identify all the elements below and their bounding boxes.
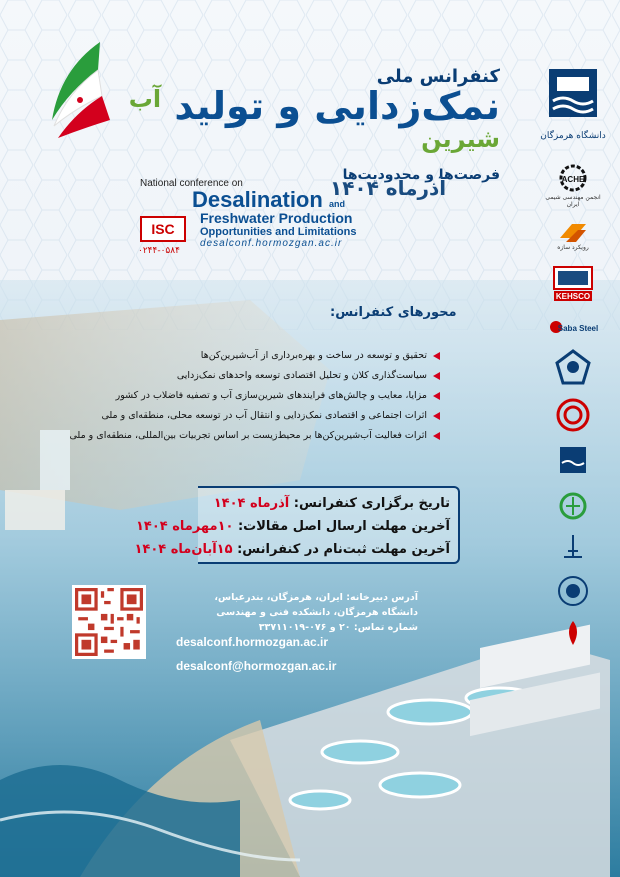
date-paper-value: ۱۰مهرماه ۱۴۰۴ [135, 519, 234, 534]
sponsor-park [543, 491, 603, 521]
topic-text: سیاست‌گذاری کلان و تحلیل اقتصادی توسعه واحدهای نمک‌زدایی [176, 370, 427, 381]
contact-links [176, 630, 336, 678]
title-main: نمک‌زدایی و تولید [174, 84, 500, 128]
university-emblem-icon [547, 67, 599, 127]
phone: شماره تماس: ۲۰ و ۰۷۶-۳۳۷۱۱۰۱۹ [258, 622, 418, 633]
topics-list [60, 346, 440, 446]
title-green: آب شیرین [128, 85, 500, 153]
date-paper [135, 515, 450, 538]
park-emblem-icon [558, 491, 588, 521]
ache-caption: انجمن مهندسی شیمی ایران [545, 194, 601, 208]
email-row[interactable] [176, 654, 336, 678]
saba-steel-text: Saba Steel [557, 324, 598, 333]
marine-emblem-icon [558, 533, 588, 563]
bullet-icon [433, 412, 440, 420]
isc-logo: ISC [140, 216, 186, 242]
ache-text: ACHE [561, 175, 585, 184]
saba-steel-icon [548, 317, 598, 337]
bullet-icon [433, 432, 440, 440]
jahad-emblem-icon [557, 575, 589, 607]
isc-code: ۰۲۴۴-۰۵۸۴ [138, 246, 180, 256]
topic-text: اثرات فعالیت آب‌شیرین‌کن‌ها بر محیط‌زیست بر اساس تجربیات بین‌المللی، منطقه‌ای و ملی [69, 430, 427, 441]
sponsor-council [543, 619, 603, 649]
topics-header: محورهای کنفرانس: [330, 305, 457, 320]
rooykard-caption: رویکرد سازه [557, 244, 589, 251]
website-link[interactable]: desalconf.hormozgan.ac.ir [176, 635, 329, 649]
english-desalination [140, 189, 410, 211]
contact-block [196, 590, 418, 635]
university-logo [536, 58, 610, 150]
important-dates [134, 486, 460, 564]
english-url[interactable]: desalconf.hormozgan.ac.ir [200, 237, 343, 249]
address-line-2: دانشگاه هرمزگان، دانشکده فنی و مهندسی [216, 607, 418, 618]
conference-subtitle: فرصت‌ها و محدودیت‌ها [342, 166, 500, 183]
qr-code[interactable] [72, 585, 146, 659]
english-opportunities: Opportunities and Limitations [200, 225, 357, 238]
date-held-label: تاریخ برگزاری کنفرانس: [293, 496, 450, 511]
english-and: and [328, 199, 345, 209]
ache-icon [556, 164, 590, 194]
rooykard-icon [556, 220, 590, 244]
website-row[interactable] [176, 630, 336, 654]
english-freshwater: Freshwater Production [200, 210, 353, 226]
email-link[interactable]: desalconf@hormozgan.ac.ir [176, 659, 337, 673]
sponsor-rooykard [543, 220, 603, 251]
address-line-1: آدرس دبیرخانه: ایران، هرمزگان، بندرعباس، [214, 592, 418, 603]
topic-item [60, 406, 440, 426]
topic-item [60, 386, 440, 406]
topic-item [60, 346, 440, 366]
flag-ribbon [40, 40, 120, 140]
date-held [198, 492, 450, 515]
sponsor-kehsco [543, 263, 603, 305]
sponsor-copper [543, 397, 603, 433]
topic-item [60, 426, 440, 446]
university-caption: دانشگاه هرمزگان [540, 131, 606, 141]
bullet-icon [433, 392, 440, 400]
sponsor-uni2 [543, 349, 603, 385]
date-paper-label: آخرین مهلت ارسال اصل مقالات: [237, 519, 450, 534]
topic-text: اثرات اجتماعی و اقتصادی نمک‌زدایی و انتقال آب در توسعه محلی، منطقه‌ای و ملی [101, 410, 427, 421]
conference-label: کنفرانس ملی [376, 66, 500, 87]
uni2-emblem-icon [553, 349, 593, 385]
sponsor-saba-steel [543, 317, 603, 337]
council-emblem-icon [559, 619, 587, 649]
uni3-emblem-icon [558, 445, 588, 479]
copper-emblem-icon [555, 397, 591, 433]
date-reg-label: آخرین مهلت ثبت‌نام در کنفرانس: [237, 542, 450, 557]
conference-month: آذرماه ۱۴۰۴ [330, 176, 447, 200]
sponsor-logos [534, 58, 612, 661]
date-registration [134, 538, 450, 561]
kehsco-icon [550, 263, 596, 305]
topic-item [60, 366, 440, 386]
topic-text: مزایا، معایب و چالش‌های فرایندهای شیرین‌سازی آب و تصفیه فاضلاب در کشور [115, 390, 427, 401]
sponsor-marine [543, 533, 603, 563]
sponsor-uni3 [543, 445, 603, 479]
topic-text: تحقیق و توسعه در ساخت و بهره‌برداری از آب‌شیرین‌کن‌ها [200, 350, 427, 361]
bullet-icon [433, 352, 440, 360]
conference-title [120, 84, 500, 167]
kehsco-text: KEHSCO [555, 292, 591, 301]
english-desalination-text: Desalination [192, 187, 323, 212]
english-national: National conference on [140, 178, 243, 189]
bullet-icon [433, 372, 440, 380]
title-block [120, 66, 500, 183]
date-held-value: آذرماه ۱۴۰۴ [213, 496, 290, 511]
sponsor-jahad [543, 575, 603, 607]
date-reg-value: ۱۵آبان‌ماه ۱۴۰۴ [134, 542, 233, 557]
sponsor-ache [543, 164, 603, 208]
